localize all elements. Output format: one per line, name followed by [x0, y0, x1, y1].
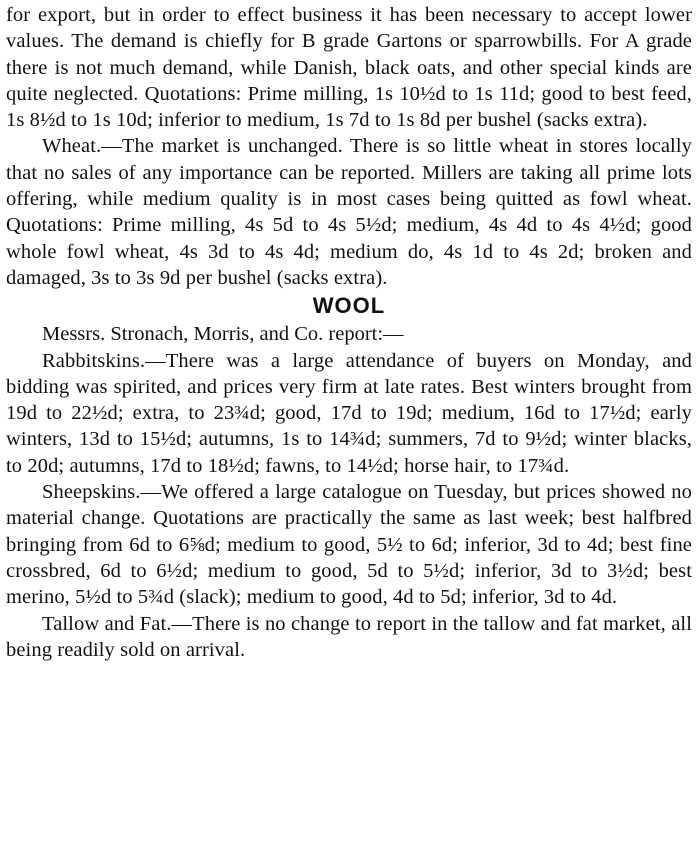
wheat-paragraph: Wheat.—The market is unchanged. There is so little wheat in stores locally that no sales of any importance can be reported. Millers are taking all prime lots offering, while medium quality is in most cases being quitted as fowl wheat. Quotations: Prime milling, 4s 5d to 4s 5½d; medium, 4s 4d to 4s 4½d; good whole fowl wheat, 4s 3d to 4s 4d; medium do, 4s 1d to 4s 2d; broken and damaged, 3s to 3s 9d per bushel (sacks extra). — [6, 135, 692, 289]
tallow-paragraph: Tallow and Fat.—There is no change to report in the tallow and fat market, all being readily sold on arrival. — [6, 612, 692, 661]
wool-heading: WOOL — [312, 293, 386, 319]
sheepskins-paragraph: Sheepskins.—We offered a large catalogue on Tuesday, but prices showed no material change. Quotations are practically the same as last week; best halfbred bringing from 6d to 6⅝d; medium to good, 5½ to 6d; inferior, 3d to 4d; best fine crossbred, 6d to 6½d; medium to good, 5d to 5½d; inferior, 3d to 3½d; best merino, 5½d to 5¾d (slack); medium to good, 4d to 5d; inferior, 3d to 4d. — [6, 481, 692, 609]
oats-paragraph-continuation: for export, but in order to effect business it has been necessary to accept lower values. The demand is chiefly for B grade Gartons or sparrowbills. For A grade there is not much demand, while Danish, black oats, and other special kinds are quite neglected. Quotations: Prime milling, 1s 10½d to 1s 11d; good to best feed, 1s 8½d to 1s 10d; inferior to medium, 1s 7d to 1s 8d per bushel (sacks extra). — [6, 4, 692, 132]
report-attribution: Messrs. Stronach, Morris, and Co. report:— — [42, 323, 404, 346]
rabbitskins-paragraph: Rabbitskins.—There was a large attendance of buyers on Monday, and bidding was spirited, and prices very firm at late rates. Best winters brought from 19d to 22½d; extra, to 23¾d; good, 17d to 19d; medium, 16d to 17½d; early winters, 13d to 15½d; autumns, 1s to 14¾d; summers, 7d to 9½d; winter blacks, to 20d; autumns, 17d to 18½d; fawns, to 14½d; horse hair, to 17¾d. — [6, 349, 692, 477]
